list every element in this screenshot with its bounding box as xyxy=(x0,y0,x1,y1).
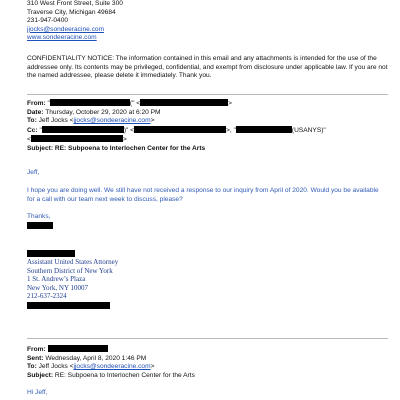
sig-phone: 231-947-0400 xyxy=(27,17,69,25)
email2-to-end: > xyxy=(150,363,155,371)
divider-1 xyxy=(27,94,388,95)
sender-signature-block xyxy=(27,0,388,43)
email1-date-label: Date: xyxy=(27,108,44,116)
email1-to-label: To: xyxy=(27,117,37,125)
redaction-block xyxy=(47,99,130,107)
email2-subject-label: Subject: xyxy=(27,371,54,379)
email1-thanks: Thanks, xyxy=(27,213,51,220)
redaction-block xyxy=(48,345,108,352)
email1-subject-label: Subject: xyxy=(27,144,54,152)
email1-body-text: I hope you are doing well. We still have not received a response to our inquiry from April of 2020. Would you be available for a call with our team next week to discuss, please? xyxy=(27,187,379,203)
email2-to-name: Jeff Jocks < xyxy=(38,363,74,371)
email1-cc-mid2: >, " xyxy=(226,126,236,134)
email2-sent-value: Wednesday, April 8, 2020 1:46 PM xyxy=(45,354,147,362)
redaction-block xyxy=(140,99,228,106)
email1-to-name: Jeff Jocks < xyxy=(38,117,74,125)
ausa-street: 1 St. Andrew’s Plaza xyxy=(27,275,86,284)
email2-greeting: Hi Jeff, xyxy=(27,389,48,396)
redaction-block xyxy=(42,126,124,133)
confidentiality-notice: CONFIDENTIALITY NOTICE: The information contained in this email and any attachments is intended for the use of the addressee only. Its contents may be privileged, confidential, and exempt from disclosure under applicable law. If you are not the named addressee, please delete it immediately. Thank you. xyxy=(27,55,388,80)
ausa-signature-block xyxy=(27,250,388,309)
redaction-block xyxy=(134,126,226,133)
ausa-title: Assistant United States Attorney xyxy=(27,258,119,266)
email1-greeting: Jeff, xyxy=(27,169,40,176)
email2-header xyxy=(27,345,388,380)
email1-cc-line2 xyxy=(27,135,388,145)
ausa-phone: 212-637-2324 xyxy=(27,292,67,301)
email1-cc-line2-start: < xyxy=(27,136,31,144)
ausa-district: Southern District of New York xyxy=(27,266,113,275)
email1-header xyxy=(27,99,388,154)
email1-subject-line xyxy=(27,145,388,154)
email1-cc-mid1: )" < xyxy=(123,126,135,134)
email1-cc-label: Cc: xyxy=(27,126,38,134)
email2-to-email-link[interactable]: jjocks@sondeeracine.com xyxy=(73,363,151,371)
email2-from-line xyxy=(27,345,388,355)
email1-to-end: > xyxy=(150,117,155,125)
sig-address-line1: 310 West Front Street, Suite 300 xyxy=(27,0,123,7)
redaction-block xyxy=(27,302,110,309)
email1-cc-line2-end: > xyxy=(122,136,127,144)
email1-from-quote: " xyxy=(47,100,50,107)
email2-from-label: From: xyxy=(27,346,46,353)
divider-2 xyxy=(27,338,388,339)
email1-cc-pre: " xyxy=(39,126,42,134)
sig-address-line2: Traverse City, Michigan 49684 xyxy=(27,8,116,16)
redaction-block xyxy=(236,126,292,133)
redaction-block xyxy=(31,135,123,142)
email2-subject-value: RE: Subpoena to Interlochen Center for the Arts xyxy=(54,371,195,379)
email1-to-email-link[interactable]: jjocks@sondeeracine.com xyxy=(73,117,151,125)
email2-subject-line xyxy=(27,372,388,381)
redaction-block xyxy=(27,250,75,257)
email1-date-value: Thursday, October 29, 2020 at 6:20 PM xyxy=(45,108,161,116)
sig-website-link[interactable]: www.sondeeracine.com xyxy=(27,34,97,42)
sig-email-link[interactable]: jjocks@sondeeracine.com xyxy=(27,25,105,33)
email2-sent-line xyxy=(27,355,388,364)
email2-to-line xyxy=(27,363,388,372)
email2-sent-label: Sent: xyxy=(27,354,44,362)
redaction-block xyxy=(27,222,53,229)
ausa-city: New York, NY 10007 xyxy=(27,283,88,292)
email1-date-line xyxy=(27,109,388,118)
email2-to-label: To: xyxy=(27,363,37,371)
email1-to-line xyxy=(27,117,388,126)
email1-from-end: > xyxy=(228,100,232,107)
email1-from-label: From: xyxy=(27,100,46,107)
email1-cc-line xyxy=(27,126,388,136)
email1-sender-name-redacted xyxy=(27,222,388,232)
email1-from-line xyxy=(27,99,388,109)
email1-subject-value: RE: Subpoena to Interlochen Center for the Arts xyxy=(54,144,206,152)
email1-cc-mid3: (USANYS)" xyxy=(291,126,326,134)
email1-from-mid: (" < xyxy=(129,100,141,107)
